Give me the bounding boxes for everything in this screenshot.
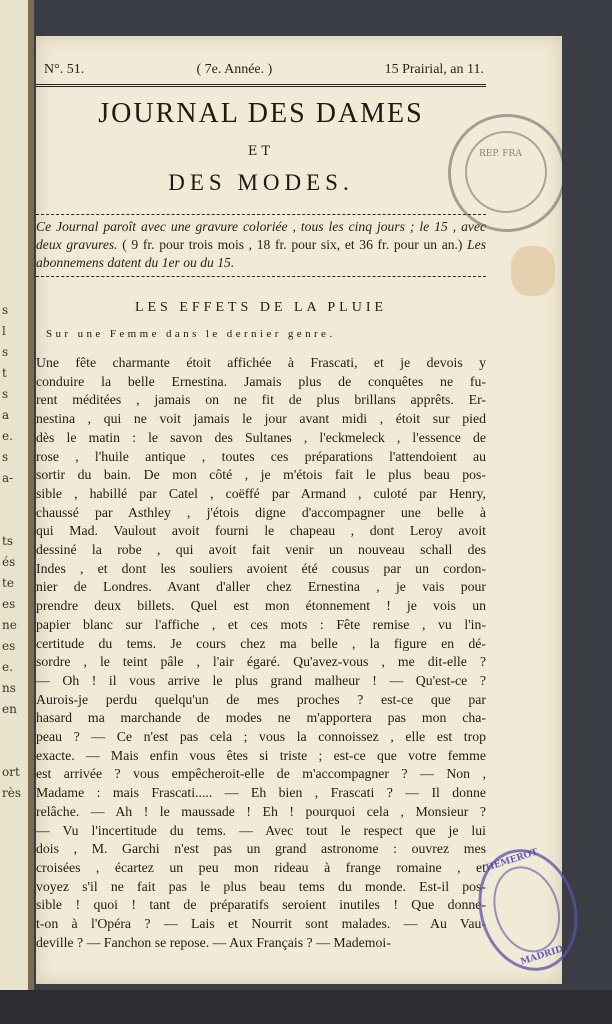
article-line: deville ? — Fanchon se repose. — Aux Français ? — Mademoi- [36,934,391,950]
article-line: certitude du tems. Je cours chez ma belle , la figure en dé- [36,635,486,651]
article-line: nestina , qui ne voit jamais le jour avant midi , étoit sur pied [36,411,486,427]
subscription-notice [36,218,486,272]
notice-rule [36,276,486,277]
article-line: prendre deux billets. Quel est mon étonnement ! je vois un [36,598,486,614]
library-stamp-top [448,114,566,232]
article-line: hasard ma marchande de modes ne m'apportera pas mon cha- [36,710,486,726]
article-line: relâche. — Ah ! le maussade ! Eh ! pourquoi cela , Monsieur ? [36,803,486,819]
masthead-conjunction: ET [247,144,275,159]
article-line: dessiné la robe , qui avoit fait venir un nouveau schall des [36,542,486,558]
article-line: Indes , et dont les souliers avoient été cousus par un cordon- [36,560,486,576]
article-line: — Oh ! il vous arrive le plus grand malheur ! — Qu'est-ce ? [36,672,486,688]
left-page-edge [0,0,34,1024]
notice-italic-c: Les abonnemens datent du 1er ou du 15. [36,237,487,270]
masthead-title: JOURNAL DES DAMES [98,98,424,129]
article-line: est arrivée ? vous empêcheroit-elle de m'accompagner ? — Non , [36,766,486,782]
stamp-madrid-text: MADRID [519,944,565,968]
article-line: rent méditées , jamais on ne fit de plus brillans apprêts. Er- [36,392,486,408]
article-line: dois , M. Garchi n'est pas un grand astronome : ouvrez mes [36,841,486,857]
article-line: t-on à l'Opéra ? — Lais et Nourrit sont malades. — Au Vau- [36,916,486,932]
journal-page [36,36,565,984]
notice-italic-a: Ce Journal paroît avec une gravure coloriée , tous les cinq jours ; le 15 , avec deux gravures. [36,219,486,252]
article-line: — Vu l'incertitude du tems. — Avec tout le respect que je lui [36,822,486,838]
article-line: Aurois-je perdu quelqu'un de mes proches ? est-ce que par [36,691,486,707]
left-page-fragments: s l s t s a e. s a- ts és te es ne es e. ns en ort rès [2,303,21,800]
article-line: chaussé par Asthley , j'étois digne d'accompagner une belle à [36,504,486,520]
stamp-hemeroteca-text: HEMEROT [484,847,540,874]
scan-background-bottom [0,990,612,1024]
article-line: voyez s'il ne fait pas le plus beau tems du monde. Est-il pos- [36,878,486,894]
stamp-inner-ring [465,131,547,213]
article-line: peau ? — Ce n'est pas cela ; vous la connoissez , elle est trop [36,729,486,745]
article-title: LES EFFETS DE LA PLUIE [134,300,388,315]
article-line: Madame : mais Frascati..... — Eh bien , Frascati ? — Il donne [36,785,486,801]
article-line: conduire la belle Ernestina. Jamais plus de conquêtes ne fu- [36,373,486,389]
article-line: qui Mad. Vaulout avoit fourni le chapeau , dont Leroy avoit [36,523,486,539]
article-line: dès le matin : le savon des Sultanes , l'eckmeleck , l'essence de [36,429,486,445]
article-line: croisées , écartez un peu mon rideau à frange romaine , et [36,859,486,875]
header-rule [36,84,486,87]
issue-date: 15 Prairial, an 11. [384,62,484,77]
masthead-rule [36,214,486,215]
notice-prices: ( 9 fr. pour trois mois , 18 fr. pour six, et 36 fr. pour un an.) [117,237,468,252]
issue-number: N°. 51. [44,62,85,77]
article-line: rose , l'huile antique , toutes ces préparations l'attendoient au [36,448,486,464]
article-line: sortir du bain. De mon côté , je m'étois fait le plus beau pos- [36,467,486,483]
masthead-subtitle: DES MODES. [168,170,354,195]
article-line: sible ! quoi ! tant de préparatifs seroient inutiles ! Que donne- [36,897,486,913]
article-subtitle: Sur une Femme dans le dernier genre. [46,328,336,340]
article-body [36,354,486,953]
article-line: sordre , le teint pâle , l'air égaré. Qu'avez-vous , me dit-elle ? [36,654,486,670]
stamp-top-text: REP. FRA [479,149,522,159]
article-line: sible , habillé par Catel , coëffé par Armand , culoté par Henry, [36,485,486,501]
paper-stain [511,246,555,296]
issue-header [44,62,484,78]
article-line: Une fête charmante étoit affichée à Frascati, et je devois y [36,355,486,370]
article-line: papier blanc sur l'affiche , et ces mots : Fête remise , vu l'in- [36,616,486,632]
issue-year: ( 7e. Année. ) [196,62,273,77]
article-line: exacte. — Mais enfin vous êtes si triste ; est-ce que votre femme [36,747,486,763]
article-line: nier de Londres. Avant d'aller chez Ernestina , je vais pour [36,579,486,595]
